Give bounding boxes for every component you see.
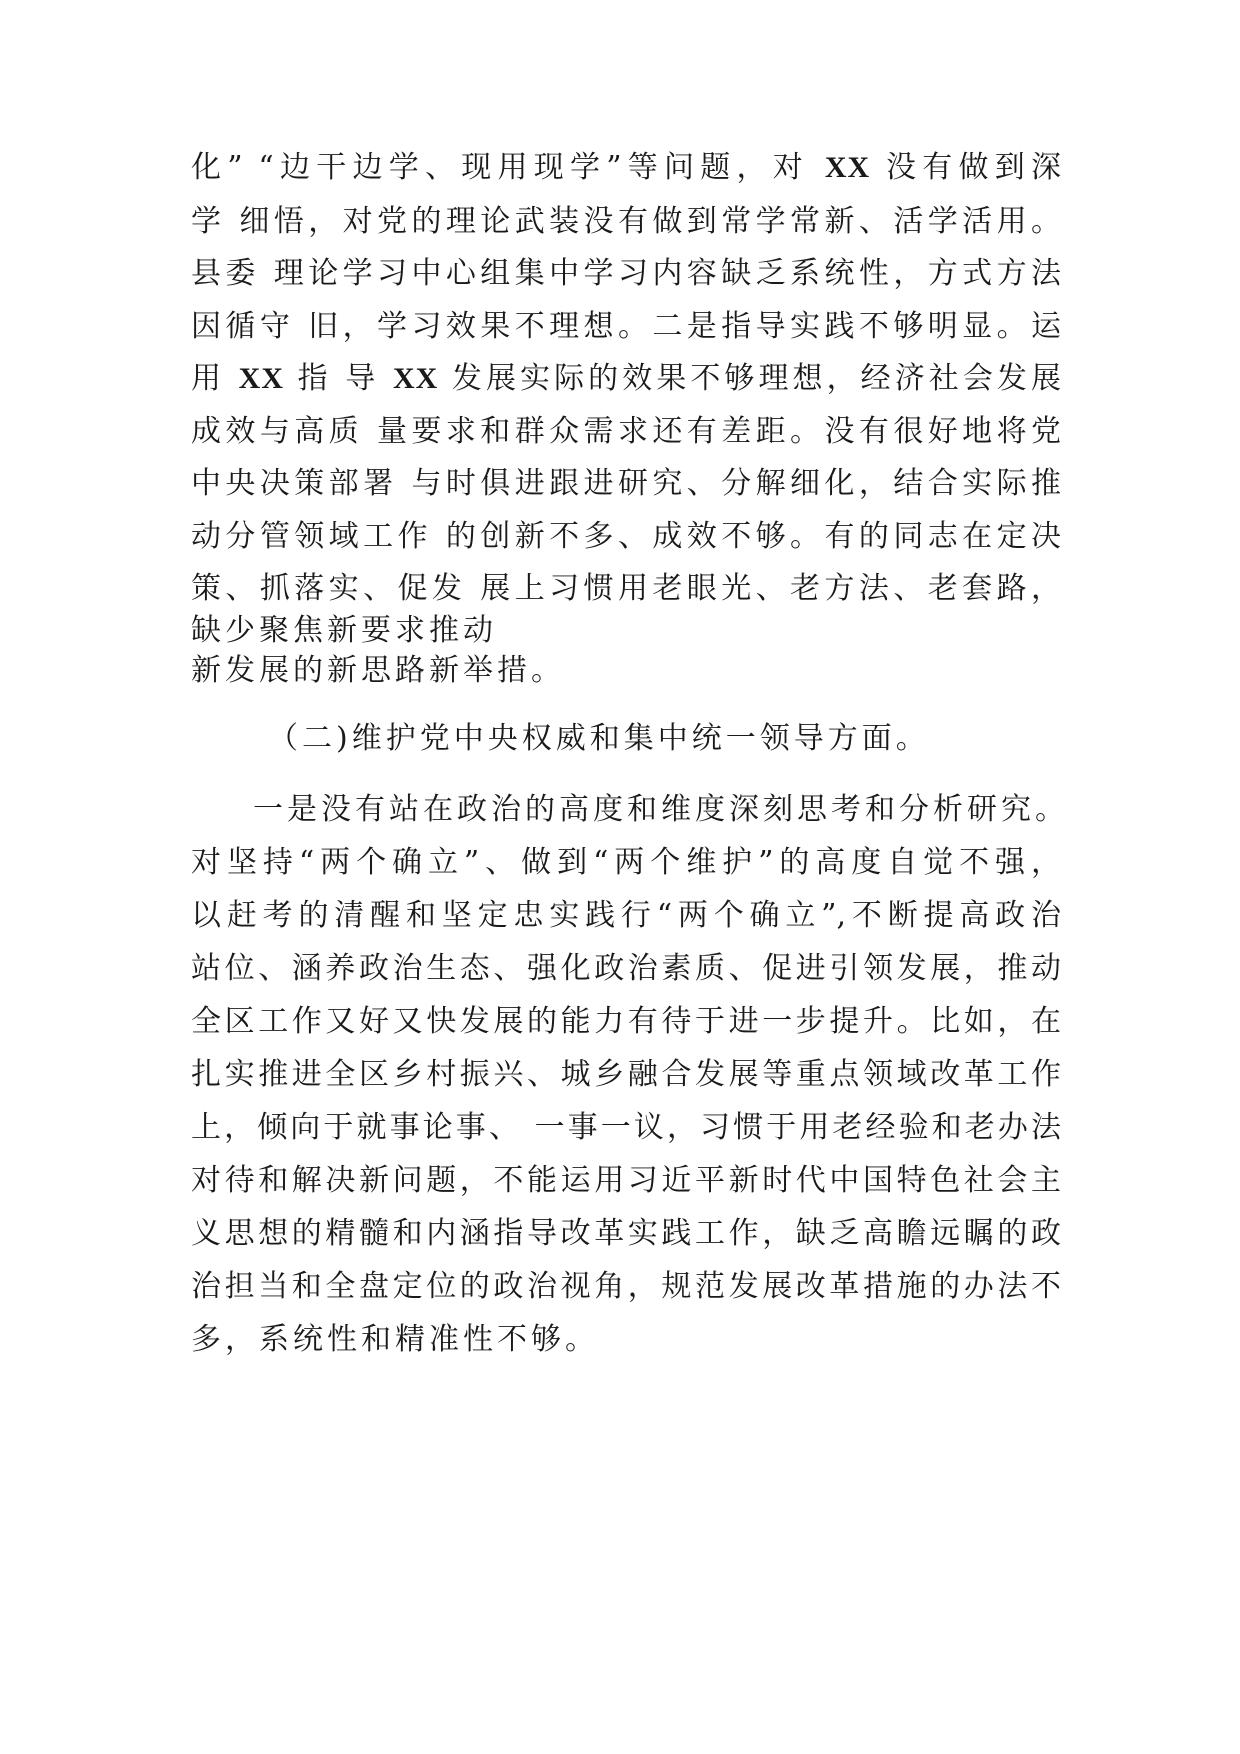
paragraph-line-5: 全区工作又好又快发展的能力有待于进一步提升。比如，在 xyxy=(191,1004,1061,1039)
paragraph-line-2: 对坚持“两个确立”、做到“两个维护”的高度自觉不强， xyxy=(191,845,1061,880)
text-line-3: 县委 理论学习中心组集中学习内容缺乏系统性，方式方法 xyxy=(191,256,1061,291)
paragraph-line-6: 扎实推进全区乡村振兴、城乡融合发展等重点领域改革工作 xyxy=(191,1057,1061,1092)
text-line-7: 中央决策部署 与时俱进跟进研究、分解细化，结合实际推 xyxy=(191,466,1061,501)
text-line-5: 用 XX 指 导 XX 发展实际的效果不够理想，经济社会发展 xyxy=(191,361,1061,396)
paragraph-line-4: 站位、涵养政治生态、强化政治素质、促进引领发展，推动 xyxy=(191,951,1061,986)
paragraph-line-7: 上，倾向于就事论事、 一事一议，习惯于用老经验和老办法 xyxy=(191,1110,1061,1145)
text-line-1: 化” “边干边学、现用现学”等问题，对 XX 没有做到深 xyxy=(191,150,1061,185)
paragraph-line-3: 以赶考的清醒和坚定忠实践行“两个确立”,不断提高政治 xyxy=(191,898,1061,933)
paragraph-line-1: 一是没有站在政治的高度和维度深刻思考和分析研究。 xyxy=(253,792,1069,827)
text-line-9: 策、抓落实、促发 展上习惯用老眼光、老方法、老套路， xyxy=(191,571,1061,606)
text-line-11: 新发展的新思路新举措。 xyxy=(191,653,565,688)
text-line-10: 缺少聚焦新要求推动 xyxy=(191,613,497,648)
text-line-2: 学 细悟，对党的理论武装没有做到常学常新、活学活用。 xyxy=(191,204,1061,239)
section-heading: （二)维护党中央权威和集中统一领导方面。 xyxy=(268,721,930,756)
text-line-8: 动分管领域工作 的创新不多、成效不够。有的同志在定决 xyxy=(191,519,1061,554)
paragraph-line-11: 多，系统性和精准性不够。 xyxy=(191,1322,599,1357)
paragraph-line-8: 对待和解决新问题，不能运用习近平新时代中国特色社会主 xyxy=(191,1163,1061,1198)
paragraph-line-9: 义思想的精髓和内涵指导改革实践工作，缺乏高瞻远瞩的政 xyxy=(191,1216,1061,1251)
text-line-6: 成效与高质 量要求和群众需求还有差距。没有很好地将党 xyxy=(191,414,1061,449)
text-line-4: 因循守 旧，学习效果不理想。二是指导实践不够明显。运 xyxy=(191,309,1061,344)
paragraph-line-10: 治担当和全盘定位的政治视角，规范发展改革措施的办法不 xyxy=(191,1269,1061,1304)
